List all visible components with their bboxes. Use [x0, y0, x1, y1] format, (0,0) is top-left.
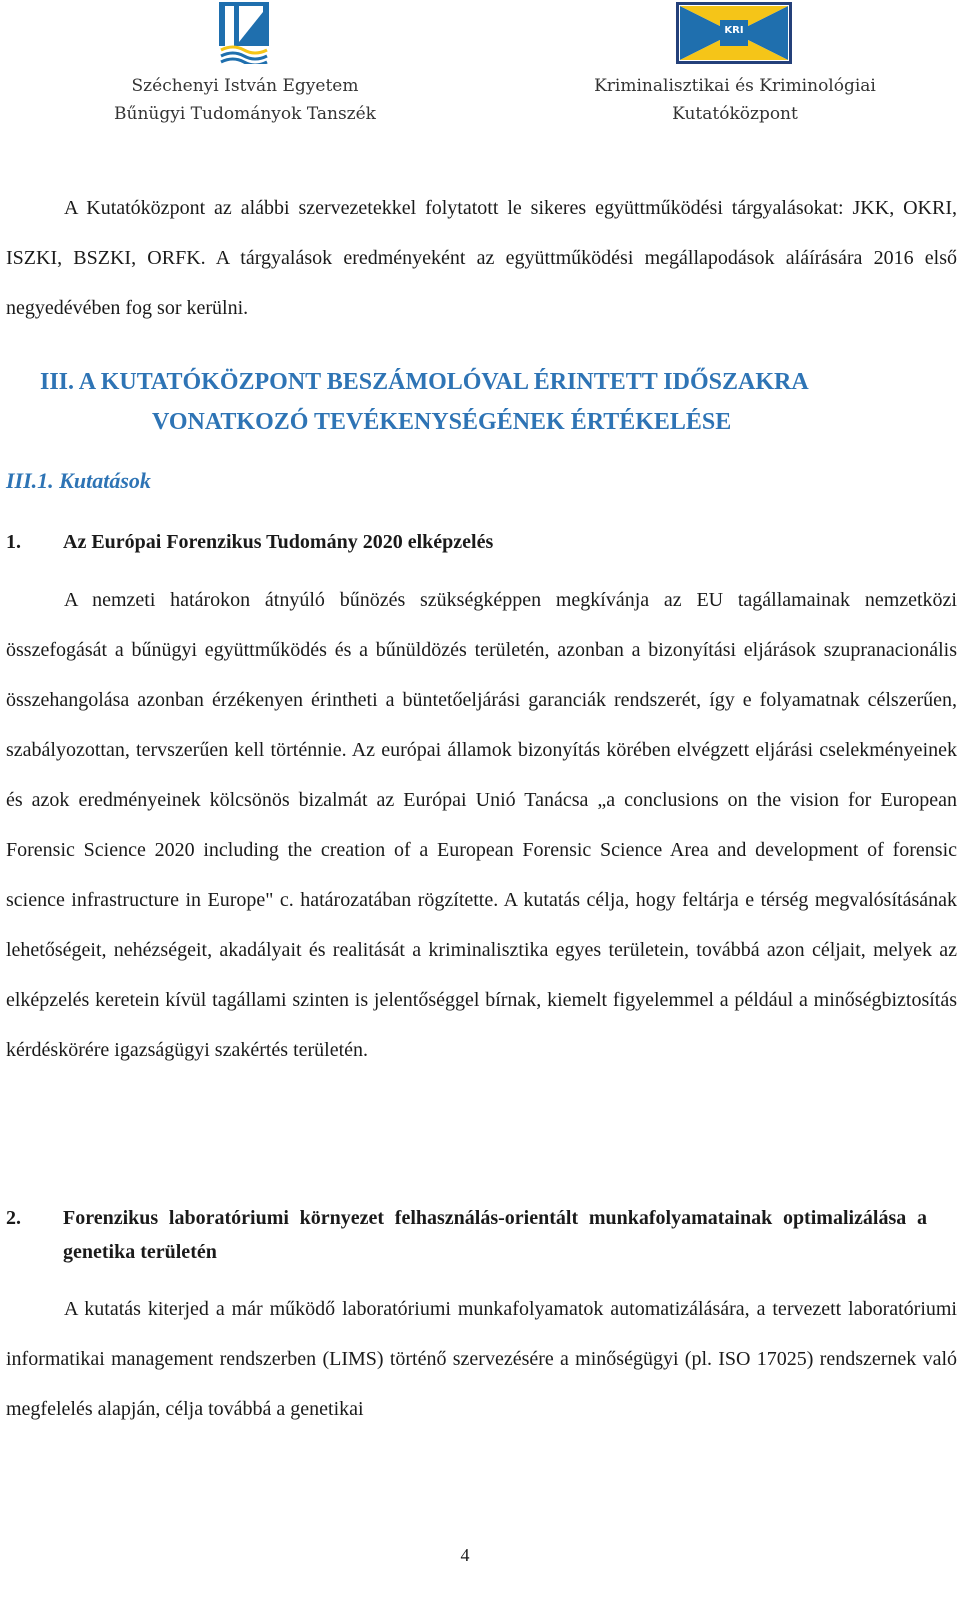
university-name-line1: Széchenyi István Egyetem: [131, 76, 359, 96]
research-center-name-line1: Kriminalisztikai és Kriminológiai: [594, 76, 876, 96]
university-name-line2: Bűnügyi Tudományok Tanszék: [114, 104, 376, 124]
section-heading: [40, 362, 940, 442]
page-number: 4: [460, 1545, 470, 1565]
research-center-name-line2: Kutatóközpont: [672, 104, 798, 124]
item2-body: A kutatás kiterjed a már működő laboratóriumi munkafolyamatok automatizálására, a tervezett laboratóriumi informatikai management rendszerben (LIMS) történő szervezésére a minőségügyi (pl. ISO 17025) rendszernek való megfelelés alapján, célja továbbá a genetikai: [6, 1298, 957, 1420]
university-logo-icon: [219, 2, 269, 64]
item2-heading: [6, 1201, 927, 1269]
section-heading-line1: III. A KUTATÓKÖZPONT BESZÁMOLÓVAL ÉRINTETT IDŐSZAKRA: [40, 369, 809, 395]
university-name: [100, 72, 390, 128]
item2-number: 2.: [6, 1207, 21, 1229]
item1-body: A nemzeti határokon átnyúló bűnözés szükségképpen megkívánja az EU tagállamainak nemzetközi összefogását a bűnügyi együttműködés és a bűnüldözés területén, azonban a bizonyítási eljárások szupranacionális összehangolása azonban érzékenyen érintheti a büntetőeljárási garanciák rendszerét, így e folyamatnak célszerűen, szabályozottan, tervszerűen kell történnie. Az európai államok bizonyítás körében elvégzett eljárási cselekményeinek és azok eredményeinek kölcsönös bizalmát az Európai Unió Tanácsa „a conclusions on the vision for European Forensic Science 2020 including the creation of a European Forensic Science Area and development of forensic science infrastructure in Europe" c. határozatában rögzítette. A kutatás célja, hogy feltárja e térség megvalósításának lehetőségeit, nehézségeit, akadályait és realitását a kriminalisztika egyes területein, továbbá azon céljait, melyek az elképzelés keretein kívül tagállami szinten is jelentőséggel bírnak, kiemelt figyelemmel a például a minőségbiztosítás kérdéskörére igazságügyi szakértés területén.: [6, 589, 957, 1061]
section-heading-line2: VONATKOZÓ TEVÉKENYSÉGÉNEK ÉRTÉKELÉSE: [152, 409, 732, 435]
item1-heading: [6, 525, 927, 559]
item1-title: Az Európai Forenzikus Tudomány 2020 elképzelés: [63, 531, 494, 553]
intro-paragraph: A Kutatóközpont az alábbi szervezetekkel folytatott le sikeres együttműködési tárgyalásokat: JKK, OKRI, ISZKI, BSZKI, ORFK. A tárgyalások eredményeként az együttműködési megállapodások aláírására 2016 első negyedévében fog sor kerülni.: [6, 197, 957, 319]
research-center-logo-text: KRI: [724, 25, 744, 36]
item2-title: Forenzikus laboratóriumi környezet felhasználás-orientált munkafolyamatainak optimalizálása a genetika területén: [63, 1207, 927, 1263]
research-center-name: [585, 72, 885, 128]
research-center-logo-icon: [676, 2, 792, 64]
page-header: [0, 0, 960, 140]
subsection-heading: III.1. Kutatások: [6, 468, 151, 493]
item1-number: 1.: [6, 531, 21, 553]
